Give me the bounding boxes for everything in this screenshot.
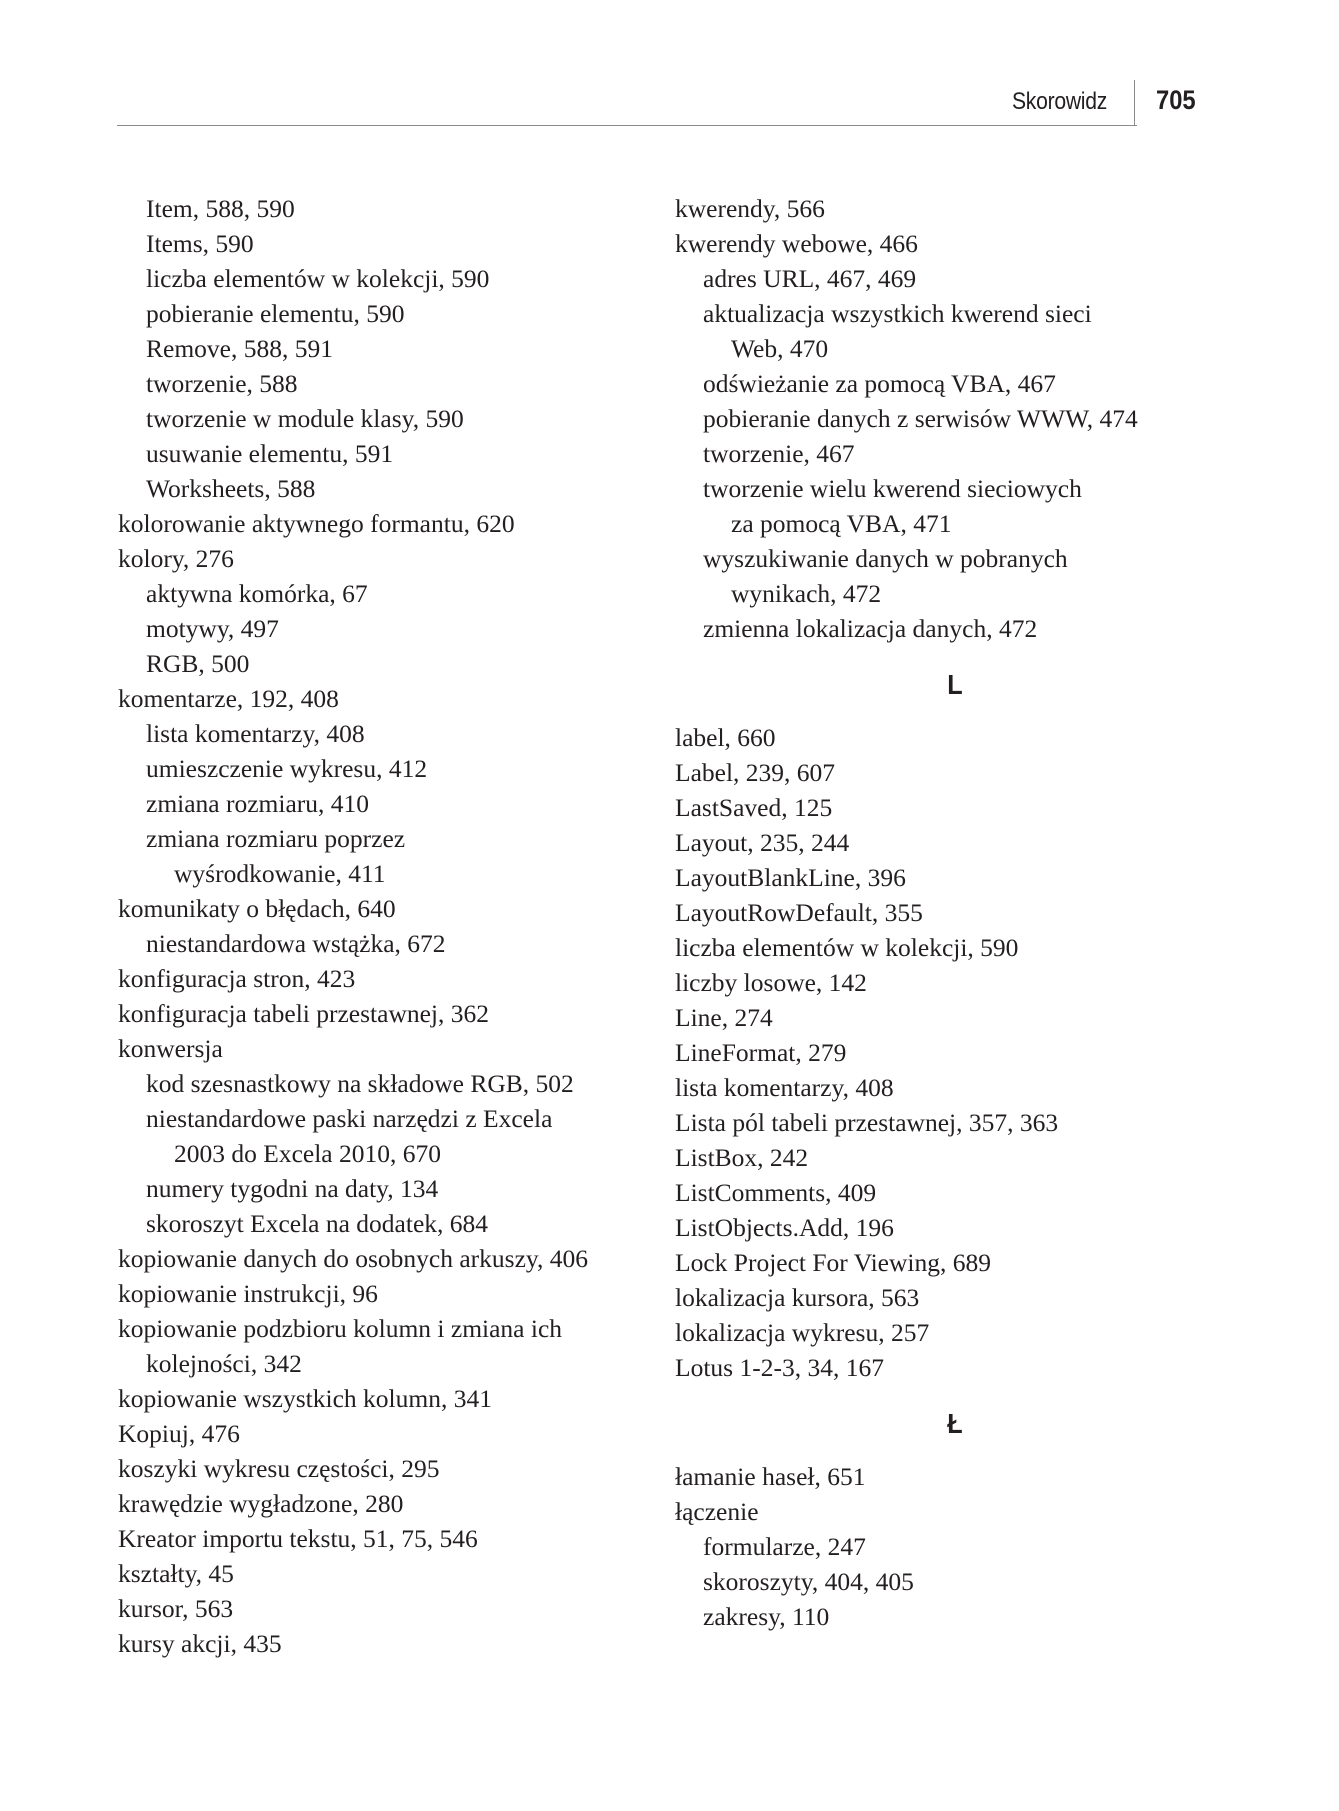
index-entry: kształty, 45 [118,1559,234,1588]
letter-heading-l-stroke: Ł [947,1408,963,1439]
index-entry: łamanie haseł, 651 [675,1462,866,1491]
index-entry: Label, 239, 607 [675,758,836,787]
index-subentry: formularze, 247 [703,1532,866,1561]
index-entry: konfiguracja stron, 423 [118,964,356,993]
index-group-l-stroke [675,1459,1235,1634]
index-entry: kolorowanie aktywnego formantu, 620 [118,509,515,538]
index-entry: lokalizacja wykresu, 257 [675,1318,930,1347]
index-entry: komentarze, 192, 408 [118,684,339,713]
index-entry: label, 660 [675,723,776,752]
index-entry: lokalizacja kursora, 563 [675,1283,920,1312]
index-subentry: aktualizacja wszystkich kwerend sieci [703,299,1092,328]
index-subentry: pobieranie elementu, 590 [146,299,405,328]
index-entry: ListBox, 242 [675,1143,809,1172]
index-subentry: tworzenie, 467 [703,439,855,468]
index-subentry: aktywna komórka, 67 [146,579,368,608]
index-subentry: adres URL, 467, 469 [703,264,917,293]
index-entry: liczby losowe, 142 [675,968,867,997]
index-subentry: odświeżanie za pomocą VBA, 467 [703,369,1056,398]
index-entry: Lista pól tabeli przestawnej, 357, 363 [675,1108,1059,1137]
index-subentry: lista komentarzy, 408 [146,719,365,748]
index-entry: Lotus 1-2-3, 34, 167 [675,1353,884,1382]
index-entry: krawędzie wygładzone, 280 [118,1489,404,1518]
index-entry: kopiowanie podzbioru kolumn i zmiana ich [118,1314,563,1343]
index-subentry: umieszczenie wykresu, 412 [146,754,428,783]
index-entry-continuation: wyśrodkowanie, 411 [174,859,386,888]
index-subentry: motywy, 497 [146,614,279,643]
index-entry: Kreator importu tekstu, 51, 75, 546 [118,1524,478,1553]
index-entry: Line, 274 [675,1003,773,1032]
index-entry: LayoutBlankLine, 396 [675,863,906,892]
index-subentry: Item, 588, 590 [146,194,295,223]
index-group-l [675,720,1235,1385]
index-subentry: tworzenie, 588 [146,369,298,398]
index-entry: kopiowanie instrukcji, 96 [118,1279,378,1308]
index-subentry: wyszukiwanie danych w pobranych [703,544,1068,573]
index-subentry: tworzenie wielu kwerend sieciowych [703,474,1082,503]
index-subentry: Remove, 588, 591 [146,334,333,363]
index-entry: kolory, 276 [118,544,234,573]
index-subentry: zakresy, 110 [703,1602,830,1631]
index-group-k [675,191,1235,646]
index-entry: ListObjects.Add, 196 [675,1213,894,1242]
index-subentry: zmiana rozmiaru poprzez [146,824,406,853]
header-divider [1134,80,1135,126]
index-entry: łączenie [675,1497,759,1526]
letter-heading-l: L [947,669,963,700]
index-entry-continuation: wynikach, 472 [731,579,882,608]
index-subentry: niestandardowe paski narzędzi z Excela [146,1104,553,1133]
index-entry: kwerendy webowe, 466 [675,229,918,258]
index-entry: kopiowanie danych do osobnych arkuszy, 406 [118,1244,588,1273]
index-entry: komunikaty o błędach, 640 [118,894,396,923]
index-entry: Lock Project For Viewing, 689 [675,1248,991,1277]
index-entry: liczba elementów w kolekcji, 590 [675,933,1019,962]
index-subentry: Worksheets, 588 [146,474,316,503]
index-subentry: zmienna lokalizacja danych, 472 [703,614,1038,643]
index-entry: Kopiuj, 476 [118,1419,240,1448]
index-entry: LastSaved, 125 [675,793,833,822]
index-subentry: Items, 590 [146,229,254,258]
index-entry: Layout, 235, 244 [675,828,850,857]
index-entry: LayoutRowDefault, 355 [675,898,923,927]
index-subentry: kod szesnastkowy na składowe RGB, 502 [146,1069,574,1098]
index-entry-continuation: Web, 470 [731,334,829,363]
index-subentry: skoroszyt Excela na dodatek, 684 [146,1209,489,1238]
index-entry: kursy akcji, 435 [118,1629,282,1658]
index-entry: kursor, 563 [118,1594,234,1623]
index-column-left [118,191,658,1661]
index-subentry: niestandardowa wstążka, 672 [146,929,446,958]
index-subentry: liczba elementów w kolekcji, 590 [146,264,490,293]
header-rule [117,125,1137,126]
page-number: 705 [1156,85,1196,115]
index-entry: ListComments, 409 [675,1178,877,1207]
index-entry: koszyki wykresu częstości, 295 [118,1454,440,1483]
index-subentry: RGB, 500 [146,649,250,678]
index-entry: lista komentarzy, 408 [675,1073,894,1102]
index-subentry: pobieranie danych z serwisów WWW, 474 [703,404,1138,433]
index-entry: kopiowanie wszystkich kolumn, 341 [118,1384,492,1413]
index-subentry: skoroszyty, 404, 405 [703,1567,914,1596]
index-entry-continuation: za pomocą VBA, 471 [731,509,952,538]
index-entry: LineFormat, 279 [675,1038,847,1067]
index-subentry: numery tygodni na daty, 134 [146,1174,439,1203]
index-subentry: zmiana rozmiaru, 410 [146,789,370,818]
index-subentry: usuwanie elementu, 591 [146,439,394,468]
index-column-right [675,191,1235,1634]
index-subentry: tworzenie w module klasy, 590 [146,404,464,433]
index-entry: kwerendy, 566 [675,194,825,223]
index-entry: konfiguracja tabeli przestawnej, 362 [118,999,490,1028]
index-entry-continuation: 2003 do Excela 2010, 670 [174,1139,441,1168]
index-entry: konwersja [118,1034,223,1063]
index-subentry: kolejności, 342 [146,1349,302,1378]
running-header-section: Skorowidz [1011,88,1107,115]
